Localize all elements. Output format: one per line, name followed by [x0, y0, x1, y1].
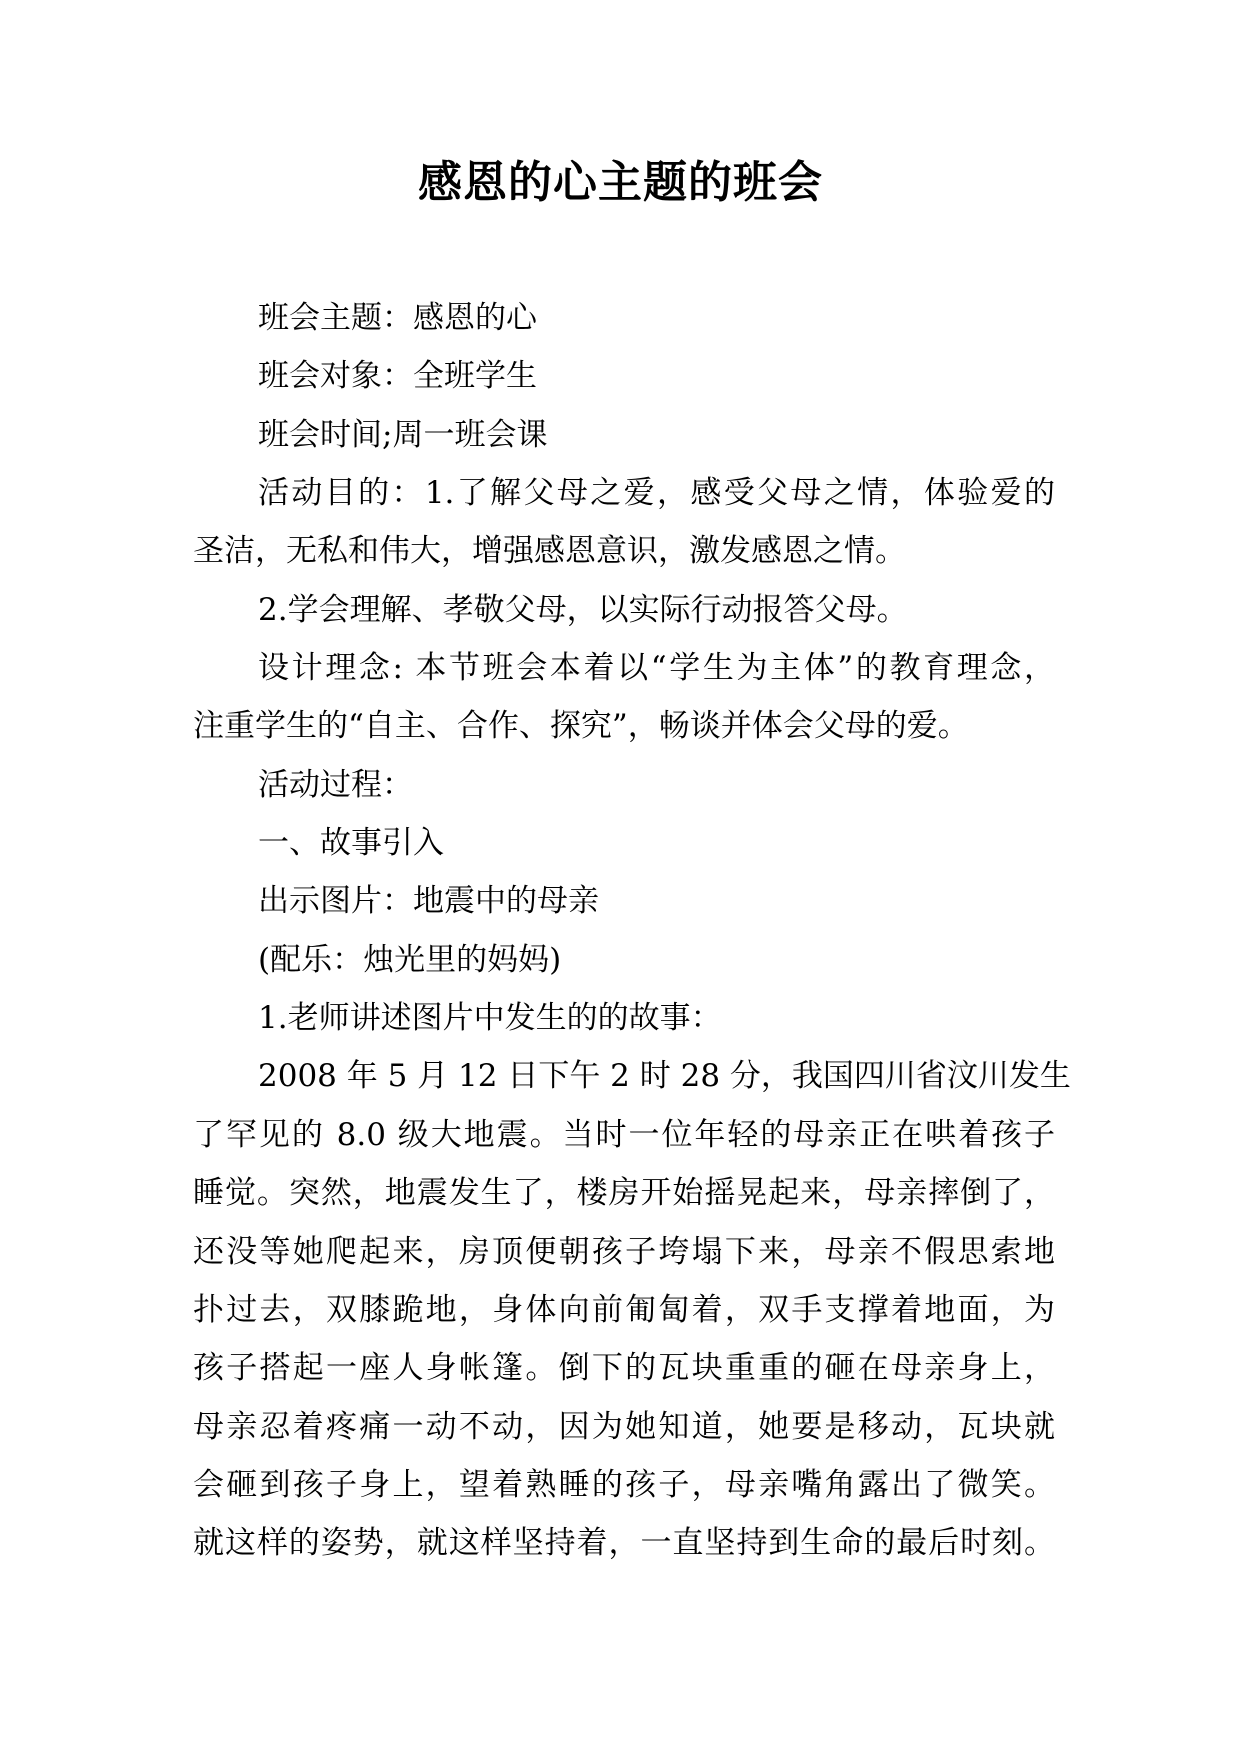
paragraph-line: 扑过去，双膝跪地，身体向前匍匐着，双手支撑着地面，为	[193, 1291, 1055, 1328]
paragraph-line: 出示图片：地震中的母亲	[258, 883, 599, 920]
paragraph-audience	[193, 347, 1055, 405]
paragraph-design-concept	[193, 639, 1055, 756]
paragraph-line: 会砸到孩子身上，望着熟睡的孩子，母亲嘴角露出了微笑。	[193, 1466, 1055, 1503]
document-body	[193, 289, 1071, 1573]
paragraph-goal-2	[193, 581, 1055, 639]
paragraph-line: 设计理念: 本节班会本着以“学生为主体”的教育理念，	[258, 650, 1055, 687]
paragraph-line: 睡觉。突然，地震发生了，楼房开始摇晃起来，母亲摔倒了，	[193, 1175, 1055, 1212]
paragraph-line: 注重学生的“自主、合作、探究”，畅谈并体会父母的爱。	[193, 708, 969, 745]
paragraph-goal	[193, 464, 1055, 581]
paragraph-line: 母亲忍着疼痛一动不动，因为她知道，她要是移动，瓦块就	[193, 1408, 1055, 1445]
paragraph-teacher-story	[193, 989, 1055, 1047]
paragraph-story	[193, 1047, 1071, 1572]
paragraph-line: 活动过程：	[258, 766, 413, 803]
paragraph-line: 2.学会理解、孝敬父母，以实际行动报答父母。	[258, 591, 908, 628]
paragraph-show-picture	[193, 872, 1055, 930]
paragraph-time	[193, 406, 1055, 464]
paragraph-line: 一、故事引入	[258, 825, 444, 862]
paragraph-line: 圣洁，无私和伟大，增强感恩意识，激发感恩之情。	[193, 533, 906, 570]
paragraph-line: 班会时间;周一班会课	[258, 416, 548, 453]
document-title: 感恩的心主题的班会	[418, 157, 823, 208]
paragraph-theme	[193, 289, 1055, 347]
paragraph-line: 班会主题：感恩的心	[258, 300, 537, 336]
paragraph-line: 2008 年 5 月 12 日下午 2 时 28 分，我国四川省汶川发生	[258, 1058, 1071, 1095]
paragraph-line: 了罕见的 8.0 级大地震。当时一位年轻的母亲正在哄着孩子	[193, 1116, 1055, 1153]
paragraph-line: (配乐：烛光里的妈妈)	[258, 941, 562, 978]
paragraph-process-heading	[193, 756, 1055, 814]
paragraph-music	[193, 931, 1055, 989]
paragraph-section-heading	[193, 814, 1055, 872]
paragraph-line: 活动目的：1.了解父母之爱，感受父母之情，体验爱的	[258, 475, 1055, 512]
paragraph-line: 就这样的姿势，就这样坚持着，一直坚持到生命的最后时刻。	[193, 1525, 1055, 1562]
paragraph-line: 孩子搭起一座人身帐篷。倒下的瓦块重重的砸在母亲身上，	[193, 1350, 1055, 1387]
paragraph-line: 还没等她爬起来，房顶便朝孩子垮塌下来，母亲不假思索地	[193, 1233, 1055, 1270]
paragraph-line: 班会对象：全班学生	[258, 358, 537, 395]
paragraph-line: 1.老师讲述图片中发生的的故事：	[258, 1000, 722, 1037]
